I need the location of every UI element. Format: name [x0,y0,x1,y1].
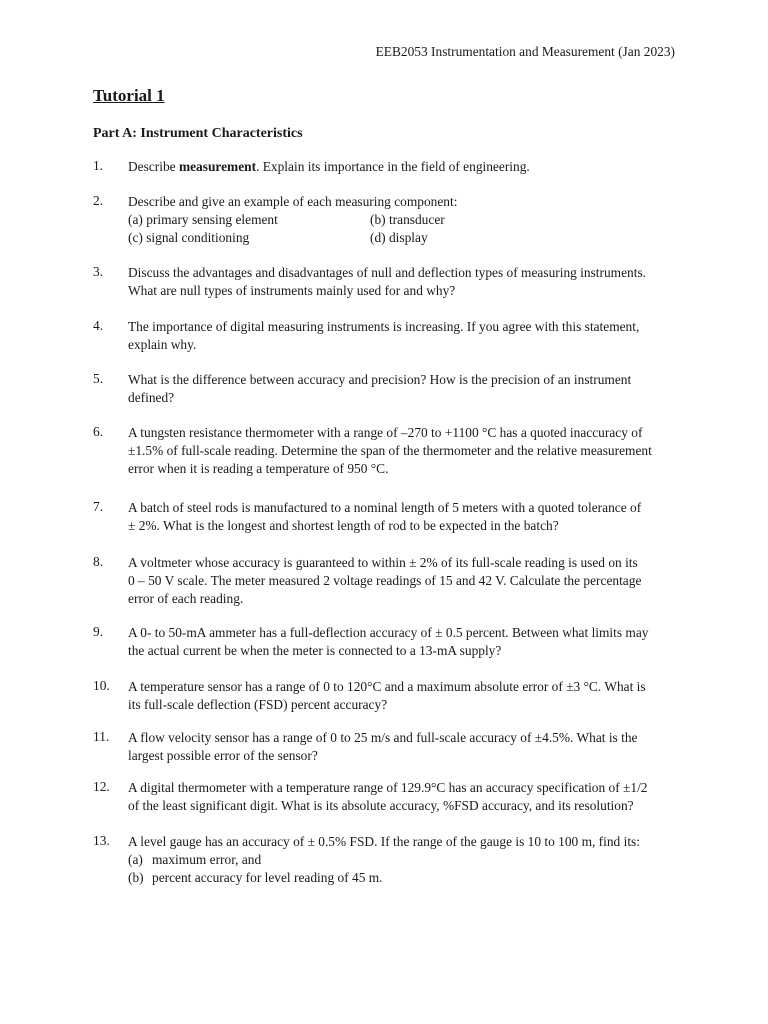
question-text [128,624,683,660]
question-number: 2. [93,193,104,208]
sub-question-label: (b) [128,870,144,885]
question-number: 8. [93,554,104,569]
question-number: 3. [93,264,104,279]
question-line: its full-scale deflection (FSD) percent accuracy? [128,697,388,712]
question-text [128,193,683,247]
question-line: explain why. [128,337,197,352]
sub-question-text: maximum error, and [152,852,262,867]
question-line: error of each reading. [128,591,244,606]
question-line: A temperature sensor has a range of 0 to 120°C and a maximum absolute error of ±3 °C. What is [128,679,646,694]
question-number: 12. [93,779,110,794]
question-line: A flow velocity sensor has a range of 0 to 25 m/s and full-scale accuracy of ±4.5%. What is the [128,730,638,745]
question-text [128,499,683,535]
question-text-fragment: Describe [128,159,179,174]
question-line: of the least significant digit. What is its absolute accuracy, %FSD accuracy, and its resolution? [128,798,634,813]
question-line: The importance of digital measuring instruments is increasing. If you agree with this statement, [128,319,640,334]
question-line: A batch of steel rods is manufactured to a nominal length of 5 meters with a quoted tolerance of [128,500,642,515]
component-row [128,229,683,247]
sub-question-label: (a) [128,852,143,867]
question-line: What are null types of instruments mainly used for and why? [128,283,456,298]
question-text [128,318,683,354]
sub-question-text: percent accuracy for level reading of 45 m. [152,870,383,885]
question-number: 4. [93,318,104,333]
question-text [128,264,683,300]
component-item: (b) transducer [370,212,445,227]
question-number: 10. [93,678,110,693]
question-text [128,779,683,815]
question-line: A digital thermometer with a temperature range of 129.9°C has an accuracy specification of ±1/2 [128,780,648,795]
question-text [128,833,683,887]
question-text [128,729,683,765]
component-row [128,211,683,229]
course-header: EEB2053 Instrumentation and Measurement (Jan 2023) [375,44,675,59]
question-line: the actual current be when the meter is connected to a 13-mA supply? [128,643,502,658]
keyword-measurement: measurement [178,159,257,174]
question-text [128,554,683,608]
question-line: ± 2%. What is the longest and shortest length of rod to be expected in the batch? [128,518,559,533]
question-number: 9. [93,624,104,639]
question-text [128,158,683,176]
question-number: 6. [93,424,104,439]
question-line: A tungsten resistance thermometer with a range of –270 to +1100 °C has a quoted inaccuracy of [128,425,643,440]
question-line: A 0- to 50-mA ammeter has a full-deflection accuracy of ± 0.5 percent. Between what limits may [128,625,649,640]
tutorial-title: Tutorial 1 [93,86,165,105]
sub-question [128,869,683,887]
question-text-fragment: . Explain its importance in the field of engineering. [256,159,530,174]
question-line: A level gauge has an accuracy of ± 0.5% FSD. If the range of the gauge is 10 to 100 m, find its: [128,834,640,849]
question-line: 0 – 50 V scale. The meter measured 2 voltage readings of 15 and 42 V. Calculate the percentage [128,573,642,588]
question-number: 7. [93,499,104,514]
question-line: A voltmeter whose accuracy is guaranteed to within ± 2% of its full-scale reading is used on its [128,555,638,570]
question-line: largest possible error of the sensor? [128,748,318,763]
component-item: (a) primary sensing element [128,212,278,227]
question-line: error when it is reading a temperature of 950 °C. [128,461,389,476]
component-item: (d) display [370,230,428,245]
question-text [128,371,683,407]
question-line: Discuss the advantages and disadvantages of null and deflection types of measuring instruments. [128,265,647,280]
component-item: (c) signal conditioning [128,230,250,245]
question-number: 11. [93,729,110,744]
question-number: 13. [93,833,110,848]
question-line: defined? [128,390,175,405]
question-line: What is the difference between accuracy and precision? How is the precision of an instrument [128,372,632,387]
question-number: 5. [93,371,104,386]
question-line: Describe and give an example of each measuring component: [128,194,458,209]
question-line: ±1.5% of full-scale reading. Determine the span of the thermometer and the relative measurement [128,443,652,458]
question-text [128,678,683,714]
part-a-heading: Part A: Instrument Characteristics [93,126,303,141]
question-text [128,424,683,478]
sub-question [128,851,683,869]
question-number: 1. [93,158,104,173]
